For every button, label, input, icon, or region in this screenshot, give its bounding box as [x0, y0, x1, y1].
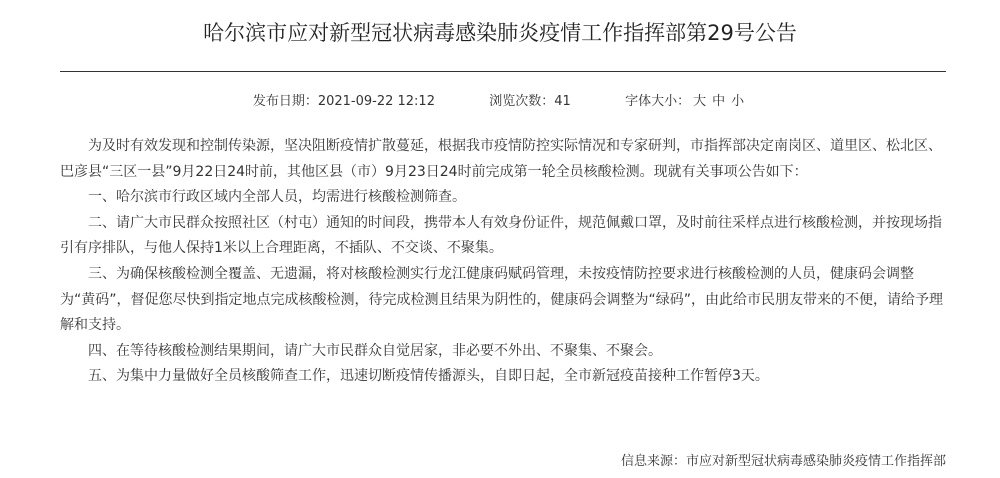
info-source: 信息来源：市应对新型冠状病毒感染肺炎疫情工作指挥部: [620, 454, 946, 469]
article-paragraph-intro: 为及时有效发现和控制传染源，坚决阻断疫情扩散蔓延，根据我市疫情防控实际情况和专家研判，市指挥部决定南岗区、道里区、松北区、巴彦县“三区一县”9月22日24时前，其他区县（市）9月23日24时前完成第一轮全员核酸检测。现就有关事项公告如下：: [60, 138, 942, 180]
font-size-medium-link[interactable]: 中: [712, 94, 726, 109]
article-title: 哈尔滨市应对新型冠状病毒感染肺炎疫情工作指挥部第29号公告: [203, 21, 797, 45]
article-paragraph-2: 二、请广大市民群众按照社区（村屯）通知的时间段，携带本人有效身份证件，规范佩戴口罩，及时前往采样点进行核酸检测，并按现场指引有序排队，与他人保持1米以上合理距离，不插队、不交谈、不聚集。: [60, 214, 942, 257]
font-size-label: 字体大小：: [625, 94, 691, 109]
font-size-large-link[interactable]: 大: [693, 94, 707, 109]
article-paragraph-1: 一、哈尔滨市行政区域内全部人员，均需进行核酸检测筛查。: [88, 189, 466, 206]
font-size-control: [625, 92, 747, 112]
view-count-value: 41: [554, 94, 571, 109]
publish-date-label: 发布日期：: [252, 94, 318, 109]
article-paragraph-3: 三、为确保核酸检测全覆盖、无遗漏，将对核酸检测实行龙江健康码赋码管理，未按疫情防控要求进行核酸检测的人员，健康码会调整为“黄码”，督促您尽快到指定地点完成核酸检测，待完成检测且结果为阴性的，健康码会调整为“绿码”，由此给市民朋友带来的不便，请给予理解和支持。: [60, 265, 944, 334]
article-meta: [0, 92, 1000, 112]
publish-date: [253, 92, 435, 112]
font-size-small-link[interactable]: 小: [731, 94, 745, 109]
view-count-label: 浏览次数：: [489, 94, 555, 109]
view-count: [489, 92, 571, 112]
article-paragraph-5: 五、为集中力量做好全员核酸筛查工作，迅速切断疫情传播源头，自即日起，全市新冠疫苗接种工作暂停3天。: [88, 368, 769, 385]
publish-date-value: 2021-09-22 12:12: [317, 94, 435, 109]
title-divider: [60, 71, 946, 72]
article-paragraph-4: 四、在等待核酸检测结果期间，请广大市民群众自觉居家，非必要不外出、不聚集、不聚会。: [88, 342, 662, 359]
article-body: [60, 134, 946, 390]
